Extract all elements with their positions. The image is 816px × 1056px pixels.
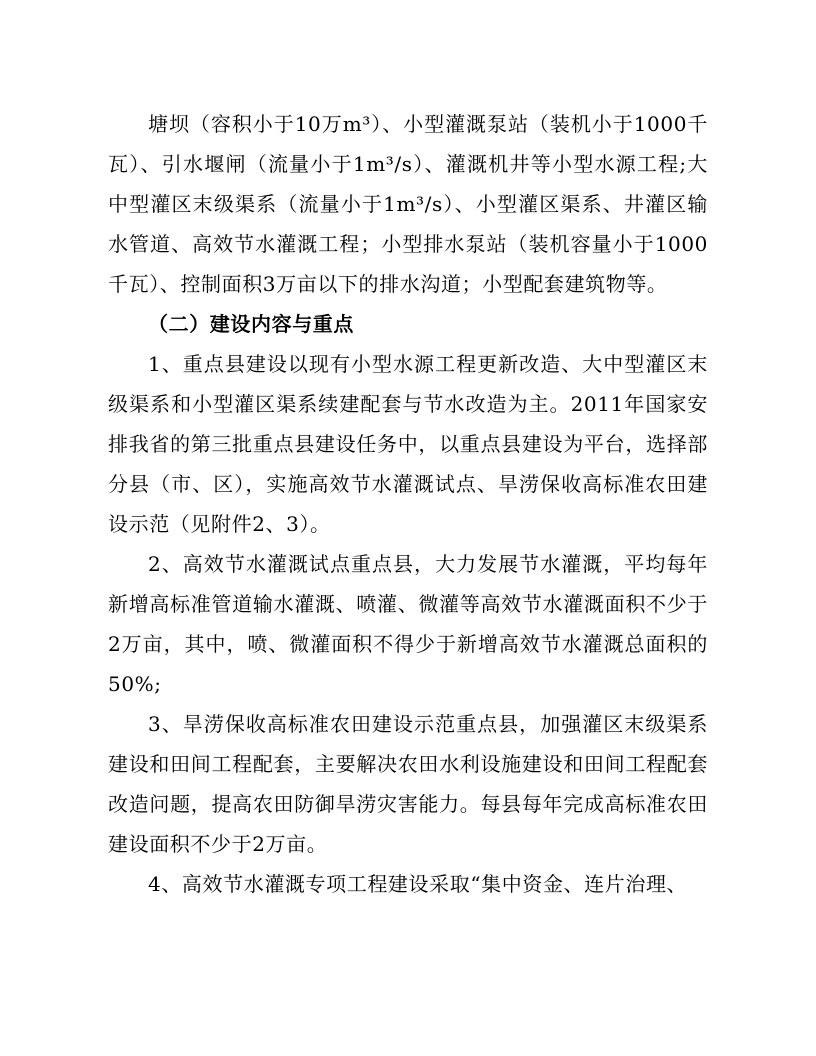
section-heading-construction-content: （二）建设内容与重点 bbox=[148, 312, 354, 336]
paragraph-item-2: 2、高效节水灌溉试点重点县，大力发展节水灌溉，平均每年新增高标准管道输水灌溉、喷灌、微灌等高效节水灌溉面积不少于2万亩，其中，喷、微灌面积不得少于新增高效节水灌溉总面积的50%; bbox=[108, 552, 708, 696]
paragraph-small-water-projects: 塘坝（容积小于10万m³）、小型灌溉泵站（装机小于1000千瓦）、引水堰闸（流量小于1m³/s）、灌溉机井等小型水源工程;大中型灌区末级渠系（流量小于1m³/s）、小型灌区渠系、井灌区输水管道、高效节水灌溉工程；小型排水泵站（装机容量小于1000千瓦）、控制面积3万亩以下的排水沟道；小型配套建筑物等。 bbox=[108, 112, 708, 296]
paragraph-item-3: 3、旱涝保收高标准农田建设示范重点县，加强灌区末级渠系建设和田间工程配套，主要解决农田水利设施建设和田间工程配套改造问题，提高农田防御旱涝灾害能力。每县每年完成高标准农田建设面积不少于2万亩。 bbox=[108, 712, 708, 856]
document-body bbox=[108, 104, 708, 904]
paragraph-item-1: 1、重点县建设以现有小型水源工程更新改造、大中型灌区末级渠系和小型灌区渠系续建配套与节水改造为主。2011年国家安排我省的第三批重点县建设任务中，以重点县建设为平台，选择部分县（市、区），实施高效节水灌溉试点、旱涝保收高标准农田建设示范（见附件2、3）。 bbox=[108, 352, 708, 536]
paragraph-item-4: 4、高效节水灌溉专项工程建设采取“集中资金、连片治理、 bbox=[148, 872, 688, 896]
